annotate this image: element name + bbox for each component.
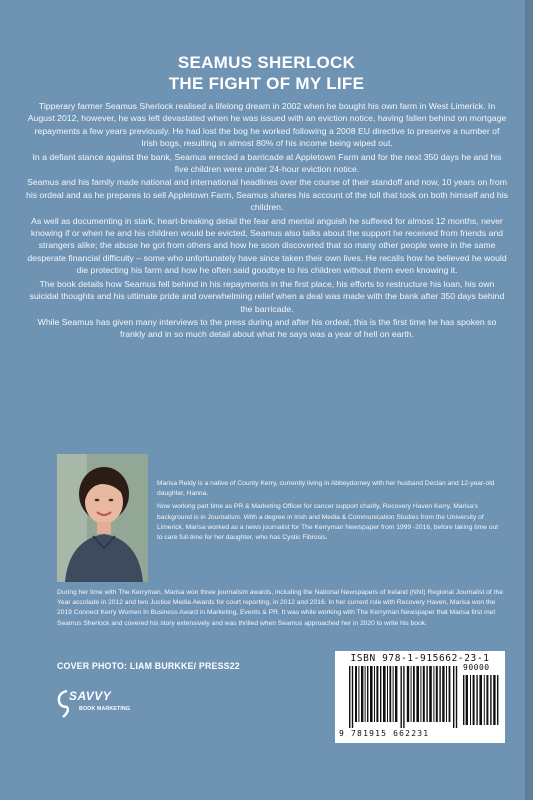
blurb-paragraph: Seamus and his family made national and international headlines over the course of their standoff and now, 10 years on from his ordeal and as he prepares to sell Appletown Farm, Seamus shares his account of the toll that took on both himself and his children. (26, 177, 508, 213)
publisher-tagline: BOOK MARKETING (79, 706, 131, 712)
publisher-name: SAVVY (69, 689, 112, 703)
barcode-addon-bars (463, 675, 499, 725)
author-bio-paragraph: Now working part time as PR & Marketing Officer for cancer support charity, Recovery Haven Kerry, Marisa's background is in Journalism. With a degree in Irish and Media & Communication Studies from the University of Limerick, Marisa worked as a news journalist for The Kerryman Newspaper from 1999 -2016, before taking time out to care full-time for her daughter, who has Cystic Fibrosis. (157, 503, 499, 542)
spine-edge (525, 0, 533, 800)
barcode-addon-digits: 90000 (463, 663, 490, 672)
isbn-barcode (335, 651, 505, 743)
barcode-bars (349, 666, 459, 728)
blurb-paragraph: As well as documenting in stark, heart-breaking detail the fear and mental anguish he suffered for almost 12 months, never knowing if or when he and his children would be evicted, Seamus also talks about the support he received from friends and strangers alike; the abuse he got from others and how he soon discovered that so many other people were in the same desperate financial difficulty – some who unfortunately have since taken their own lives. He recalls how he believed he would die protecting his farm and how he often said goodbye to his children without them even knowing it. (27, 215, 507, 276)
blurb-paragraph: Tipperary farmer Seamus Sherlock realised a lifelong dream in 2002 when he bought his own farm in West Limerick. In August 2012, however, he was left devastated when he was issued with an eviction notice, having fallen behind on mortgage repayments a few years previously. He had lost the bog he worked following a 2008 EU directive to preserve a number of Irish bogs, resulting in almost 80% of his income being wiped out. (27, 101, 507, 149)
blurb-paragraph: In a defiant stance against the bank, Seamus erected a barricade at Appletown Farm and for the next 350 days he and his five children were under 24-hour eviction notice. (32, 151, 502, 175)
author-bio-continued: During her time with The Kerryman, Marisa won three journalism awards, including the National Newspapers of Ireland (NNI) Regional Journalist of the Year accolade in 2012 and two Justice Media Awards for court reporting, in 2012 and 2016. In her current role with Recovery Haven, Marisa won the 2019 Connect Kerry Women In Business Award in Marketing, Events & PR. It was while working with The Kerryman Newspaper that Marisa first met Seamus Sherlock and covered his story extensively and was thrilled when Seamus approached her in 2020 to write his book. (57, 589, 503, 627)
publisher-logo (57, 689, 131, 721)
blurb-paragraph: The book details how Seamus fell behind in his repayments in the first place, his efforts to restructure his loan, his own suicidal thoughts and his ultimate pride and overwhelming relief when a deal was made with the bank after 350 days behind the barricade. (29, 278, 505, 314)
author-bio-paragraph: Marisa Reidy is a native of County Kerry, currently living in Abbeydorney with her husband Declan and 12-year-old daughter, Hanna. (157, 480, 495, 498)
author-photo (57, 454, 148, 582)
book-title (0, 52, 533, 94)
barcode-digits: 9 781915 662231 (339, 729, 430, 738)
author-bio (157, 479, 502, 546)
blurb-paragraph: While Seamus has given many interviews to the press during and after his ordeal, this is the first time he has spoken so frankly and in so much detail about what he says was a year of hell on earth. (37, 316, 497, 340)
cover-photo-credit: COVER PHOTO: LIAM BURKKE/ PRESS22 (57, 661, 240, 671)
blurb (26, 100, 508, 342)
title-book-name: THE FIGHT OF MY LIFE (168, 74, 365, 93)
isbn-label: ISBN 978-1-915662-23-1 (350, 653, 490, 664)
title-author-name: SEAMUS SHERLOCK (177, 53, 356, 72)
